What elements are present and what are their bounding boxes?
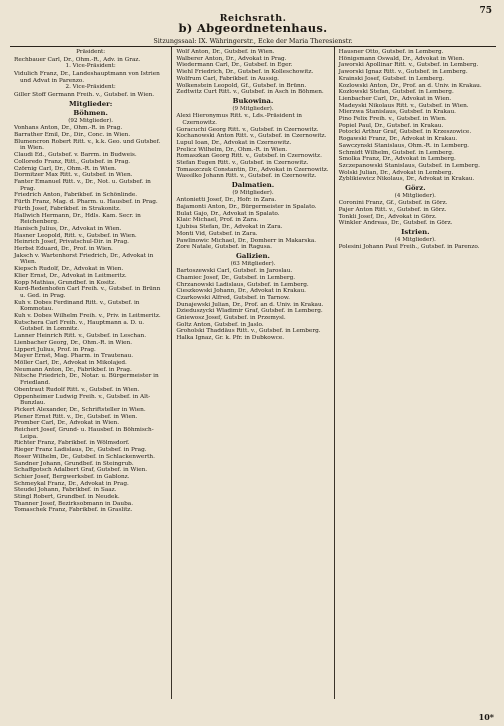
region-heading: Istrien. xyxy=(401,228,430,237)
member-entry: Rechbauer Carl, Dr., Ohm.-R., Adv. in Graz. xyxy=(14,56,141,63)
region-subheading: (9 Mitglieder). xyxy=(232,189,274,196)
member-entry: Kopp Mathias, Grundbef. in Kositz. xyxy=(14,279,117,286)
member-entry: Schaffgotsch Adalbert Graf, Gutsbef. in Wien. xyxy=(14,467,148,474)
member-entry: Obentraut Rudolf Ritt. v., Gutsbef. in Wien. xyxy=(14,386,140,393)
member-entry: Giller Stoff Germann Freih. v., Gutsbef. in Wien. xyxy=(14,91,155,98)
member-entry: Plener Ernst Ritt. v., Dr., Gutsbef. in Wien. xyxy=(14,413,138,420)
member-entry: Tonkli Josef, Dr., Advokat in Görz. xyxy=(338,213,437,220)
member-entry: Thanner Josef, Bezirksobmann in Dauba. xyxy=(14,500,134,507)
region-subheading: Präsident: xyxy=(76,49,106,55)
member-entry: Wolski Julian, Dr., Advokat in Lemberg. xyxy=(338,169,454,176)
member-entry: Wolkenstein Leopold, Gf., Gutsbef. in Brünn. xyxy=(176,82,307,89)
member-entry: Jaworski Ignaz Ritt. v., Gutsbef. in Lemberg. xyxy=(338,69,468,76)
member-entry: Halka Ignaz, Gr. k. Pfr. in Dubkowce. xyxy=(176,335,285,342)
member-entry: Fürth Josef, Fabrikbef. in Strakonitz. xyxy=(14,205,121,212)
member-entry: Reichert Josef, Grund- u. Hausbef. in Böhmisch-Leipa. xyxy=(14,427,154,440)
member-entry: Zyblikiewicz Nikolaus, Dr., Advokat in Krakau. xyxy=(338,176,475,183)
member-entry: Fanter Emanuel Ritt. v., Dr., Not. u. Gutsbef. in Prag. xyxy=(14,179,151,192)
region-subheading: (92 Mitglieder). xyxy=(68,117,114,124)
member-entry: Chrzanowski Ladislaus, Gutsbef. in Lemberg. xyxy=(176,281,309,288)
member-entry: Prelicz Wilhelm, Dr., Ohm.-R. in Wien. xyxy=(176,146,288,153)
running-title: Reichsrath. xyxy=(219,13,287,24)
member-entry: Hasner Leopold, Ritt. v., Gutsbef. in Wien. xyxy=(14,232,137,239)
member-entry: Sawczynski Stanislaus, Ohm.-R. in Lemberg. xyxy=(338,142,470,149)
region-subheading: 1. Vice-Präsident: xyxy=(65,63,116,70)
member-entry: Pajer Anton Ritt. v., Gutsbef. in Görz. xyxy=(338,206,447,213)
region-subheading: (9 Mitglieder). xyxy=(232,105,274,112)
running-header xyxy=(10,6,496,24)
member-entry: Pino Felix Freih. v., Gutsbef. in Wien. xyxy=(338,116,447,123)
member-entry: Winkler Andreas, Dr., Gutsbef. in Görz. xyxy=(338,220,453,227)
member-entry: Barrather Emil, Dr., Dir., Conc. in Wien. xyxy=(14,132,131,139)
member-entry: Tomaschek Franz, Fabrikbef. in Graslitz. xyxy=(14,507,133,514)
member-entry: Rogawski Franz, Dr., Advokat in Krakau. xyxy=(338,136,458,143)
region-heading: Galizien. xyxy=(236,251,270,260)
member-entry: Pawlinowic Michael, Dr., Domherr in Makarska. xyxy=(176,237,317,244)
member-entry: Kuh v. Dobes Ferdinand Ritt. v., Gutsbef. in Kommotau. xyxy=(14,299,140,313)
member-entry: Kurd-Redenhofen Carl Freih. v., Gutsbef. in Brünn u. Ged. in Prag. xyxy=(14,286,161,299)
member-entry: Wolf Anton, Dr., Gutsbef. in Wien. xyxy=(176,49,275,55)
member-entry: Schier Josef, Bergwerksbef. in Gablonz. xyxy=(14,473,130,480)
member-entry: Oppenheimer Ludwig Freih. v., Gutsbef. in Alt-Bunzlau. xyxy=(14,393,151,407)
member-entry: Klier Ernst, Dr., Advokat in Leitmeritz. xyxy=(14,272,127,279)
member-entry: Gniewosz Josef, Gutsbef. in Przemysl. xyxy=(176,315,286,322)
member-entry: Potocki Arthur Graf, Gutsbef. in Krzeszowice. xyxy=(338,129,472,136)
member-entry: Promber Carl, Dr., Advokat in Wien. xyxy=(14,420,120,427)
member-entry: Blumencron Robert Ritt. v., k.k. Geo. und Gutsbef. in Wien. xyxy=(14,138,161,152)
member-entry: Kutschera Carl Freih. v., Hauptmann a. D. u. Gutsbef. in Lomnitz. xyxy=(14,319,145,333)
member-entry: Rieger Franz Ladislaus, Dr., Gutsbef. in Prag. xyxy=(14,447,147,454)
member-entry: Schmidt Wilhelm, Gutsbef. in Lemberg. xyxy=(338,149,454,156)
region-subheading: 2. Vice-Präsident: xyxy=(65,84,116,91)
member-entry: Cieszkowski Johann, Dr., Advokat in Krakau. xyxy=(176,288,306,295)
region-subheading: (4 Mitglieder). xyxy=(394,192,436,199)
member-entry: Kozłowski Stefan, Gutsbef. in Lemberg. xyxy=(338,89,454,96)
member-entry: Ljubisa Stefan, Dr., Advokat in Zara. xyxy=(176,224,283,231)
member-entry: Mierzwa Stanislaus, Gutsbef. in Krakau. xyxy=(338,109,456,116)
member-entry: Dunajewski Julian, Dr., Prof. an d. Univ. in Krakau. xyxy=(176,301,324,308)
member-entry: Friedrich Anton, Fabrikbef. in Schönlinde. xyxy=(14,192,138,199)
member-entry: Kozlowski Anton, Dr., Prof. an d. Univ. in Krakau. xyxy=(338,82,482,89)
member-entry: Heinrich Josef, Privatschul-Dir. in Prag. xyxy=(14,239,129,246)
member-entry: Monti Vid, Gutsbef. in Zara. xyxy=(176,230,258,237)
member-entry: Czarkowski Alfred, Gutsbef. in Tarnow. xyxy=(176,294,290,301)
member-entry: Goracuchi Georg Ritt. v., Gutsbef. in Czernowitz. xyxy=(176,126,319,133)
member-entry: Fürth Franz, Mag. d. Pharm. u. Hausbef. in Prag. xyxy=(14,199,158,206)
region-heading: Görz. xyxy=(405,184,426,193)
member-entry: Smolka Franz, Dr., Advokat in Lemberg. xyxy=(338,156,456,163)
member-entry: Wassilko Johann Ritt. v., Gutsbef. in Czernowitz. xyxy=(176,173,317,180)
section-title: b) Abgeordnetenhaus. xyxy=(178,21,328,35)
member-entry: Goltz Anton, Gutsbef. in Jaslo. xyxy=(176,321,264,328)
member-entry: Richter Franz, Fabrikbef. in Wölmsdorf. xyxy=(14,440,130,447)
region-heading: Böhmen. xyxy=(73,109,108,118)
member-entry: Hönigsmann Oswald, Dr., Advokat in Wien. xyxy=(338,55,465,62)
member-entry: Lupul Ioan, Dr., Advokat in Czernowitz. xyxy=(176,139,292,146)
member-entry: Czörnig Carl, Dr., Ohm.-R. in Wien. xyxy=(14,165,117,172)
member-entry: Krainski Josef, Gutsbef. in Lemberg. xyxy=(338,75,445,82)
member-entry: Roser Wilhelm, Dr., Gutsbef. in Schlackenwerth. xyxy=(14,453,155,460)
member-entry: Vidulich Franz, Dr., Landeshauptmann von Istrien und Advat in Parenzo. xyxy=(14,70,160,84)
member-entry: Wolfrum Carl, Fabrikbef. in Aussig. xyxy=(176,75,279,82)
region-heading: Dalmatien. xyxy=(231,181,275,190)
member-entry: Chamiec Josef, Dr., Gutsbef. in Lemberg. xyxy=(176,274,296,281)
column-2 xyxy=(171,47,333,699)
member-entry: Kuh v. Dobes Wilhelm Freih. v., Priv. in Leitmeritz. xyxy=(14,313,161,320)
member-entry: Colloredo Franz, Ritt., Gutsbef. in Prag. xyxy=(14,158,131,165)
member-entry: Wiehl Friedrich, Dr., Gutsbef. in Kolleschowitz. xyxy=(176,69,314,76)
member-entry: Wiedermann Carl, Dr., Gutsbef. in Eger. xyxy=(176,62,293,69)
column-1 xyxy=(10,47,171,699)
member-entry: Herbst Eduard, Dr., Prof. in Wien. xyxy=(14,246,113,253)
member-entry: Madeyski Nikolaus Ritt. v., Gutsbef. in Wien. xyxy=(338,102,469,109)
member-entry: Walberer Anton, Dr., Advokat in Prag. xyxy=(176,55,287,62)
member-entry: Polesini Johann Paul Freih., Gutsbef. in Parenzo. xyxy=(338,244,480,251)
member-columns xyxy=(10,47,496,699)
member-entry: Zore Natale, Gutsbef. in Ragusa. xyxy=(176,244,272,251)
member-entry: Hallwich Hermann, Dr., Hdls. Kam. Secr. in Reichenberg. xyxy=(14,212,141,226)
member-entry: Mayer Ernst, Mag. Pharm. in Trautenau. xyxy=(14,353,134,360)
member-entry: Bajamonti Anton, Dr., Bürgermeister in Spalato. xyxy=(176,204,317,211)
member-entry: Schmeykal Franz, Dr., Advokat in Prag. xyxy=(14,480,129,487)
region-heading: Bukowina. xyxy=(232,96,274,105)
member-entry: Dzieduszycki Wladimir Graf, Gutsbef. in Lemberg. xyxy=(176,308,323,315)
sheet-signature: 10* xyxy=(478,712,494,722)
member-entry: Lienbacher Georg, Dr., Ohm.-R. in Wien. xyxy=(14,339,133,346)
member-entry: Jaksch v. Wartenhorst Friedrich, Dr., Advokat in Wien. xyxy=(14,252,154,266)
region-subheading: (63 Mitglieder). xyxy=(230,260,276,267)
member-entry: Bartoszewski Carl, Gutsbef. in Jaroslau. xyxy=(176,268,293,275)
member-entry: Nitsche Friedrich, Dr., Notar. u. Bürgermeister in Friedland. xyxy=(14,373,159,387)
member-entry: Steudel Johann, Fabrikbef. in Saaz. xyxy=(14,487,117,494)
member-entry: Lienbacher Carl, Dr., Advokat in Wien. xyxy=(338,95,452,102)
member-entry: Möller Carl, Dr., Advokat in Mikolajed. xyxy=(14,359,127,366)
member-entry: Stefan Eugen Ritt. v., Gutsbef. in Czernowitz. xyxy=(176,160,309,167)
member-entry: Sandner Johann, Grundbef. in Steingrub. xyxy=(14,460,134,467)
region-heading: Mitglieder: xyxy=(69,99,113,108)
page-number: 75 xyxy=(479,6,492,16)
member-entry: Popiel Paul, Dr., Gutsbef. in Krakau. xyxy=(338,122,444,129)
member-entry: Dormitzer Max Ritt. v., Gutsbef. in Wien. xyxy=(14,172,133,179)
member-entry: Lippert Julius, Prof. in Prag. xyxy=(14,346,96,353)
member-entry: Tomaszczuk Constantin, Dr., Advokat in Czernowitz. xyxy=(176,166,329,173)
member-entry: Neumann Anton, Dr., Fabrikbef. in Prag. xyxy=(14,366,132,373)
member-entry: Romaszkan Georg Ritt. v., Gutsbef. in Czernowitz. xyxy=(176,153,322,160)
member-entry: Stingl Robert, Grundbef. in Neudek. xyxy=(14,494,120,501)
member-entry: Szczepanowski Stanislaus, Gutsbef. in Lemberg. xyxy=(338,162,480,169)
member-entry: Jaworski Apollinar Ritt. v., Gutsbef. in Lemberg. xyxy=(338,62,479,69)
member-entry: Lanner Heinrich Ritt. v., Gutsbef. in Leschan. xyxy=(14,333,147,340)
member-entry: Hausner Otto, Gutsbef. in Lemberg. xyxy=(338,49,444,55)
member-entry: Bulat Gajo, Dr., Advokat in Spalato. xyxy=(176,210,280,217)
session-room-line: Sitzungssaal: IX. Währingerstr., Ecke der Maria Theresienstr. xyxy=(153,37,353,45)
member-entry: Kochanowski Anton Ritt. v., Gutsbef. in Czernowitz. xyxy=(176,133,327,140)
member-entry: Kiepsch Rudolf, Dr., Advokat in Wien. xyxy=(14,266,124,273)
member-entry: Coronini Franz, Gf., Gutsbef. in Görz. xyxy=(338,200,448,207)
region-subheading: (4 Mitglieder). xyxy=(394,236,436,243)
member-entry: Antonietti Josef, Dr., Hofr. in Zara. xyxy=(176,197,277,204)
member-entry: Klaic Michael, Prof. in Zara. xyxy=(176,217,259,224)
column-3 xyxy=(334,47,496,699)
member-entry: Groholski Thaddäus Ritt. v., Gutsbef. in Lemberg. xyxy=(176,328,321,335)
member-entry: Alexi Hieronymus Ritt. v., Lds.-Präsident in Czernowitz. xyxy=(176,113,303,126)
member-entry: Zedtwitz Curt Ritt. v., Gutsbef. in Asch in Böhmen. xyxy=(176,89,324,96)
member-entry: Vonhans Anton, Dr., Ohm.-R. in Prag. xyxy=(14,125,123,132)
member-entry: Hanisch Julius, Dr., Advokat in Wien. xyxy=(14,225,122,232)
member-entry: Claudi Ed., Gutsbef. v. Barrm. in Budweis. xyxy=(14,152,137,159)
member-entry: Pickert Alexander, Dr., Schriftsteller in Wien. xyxy=(14,406,146,413)
